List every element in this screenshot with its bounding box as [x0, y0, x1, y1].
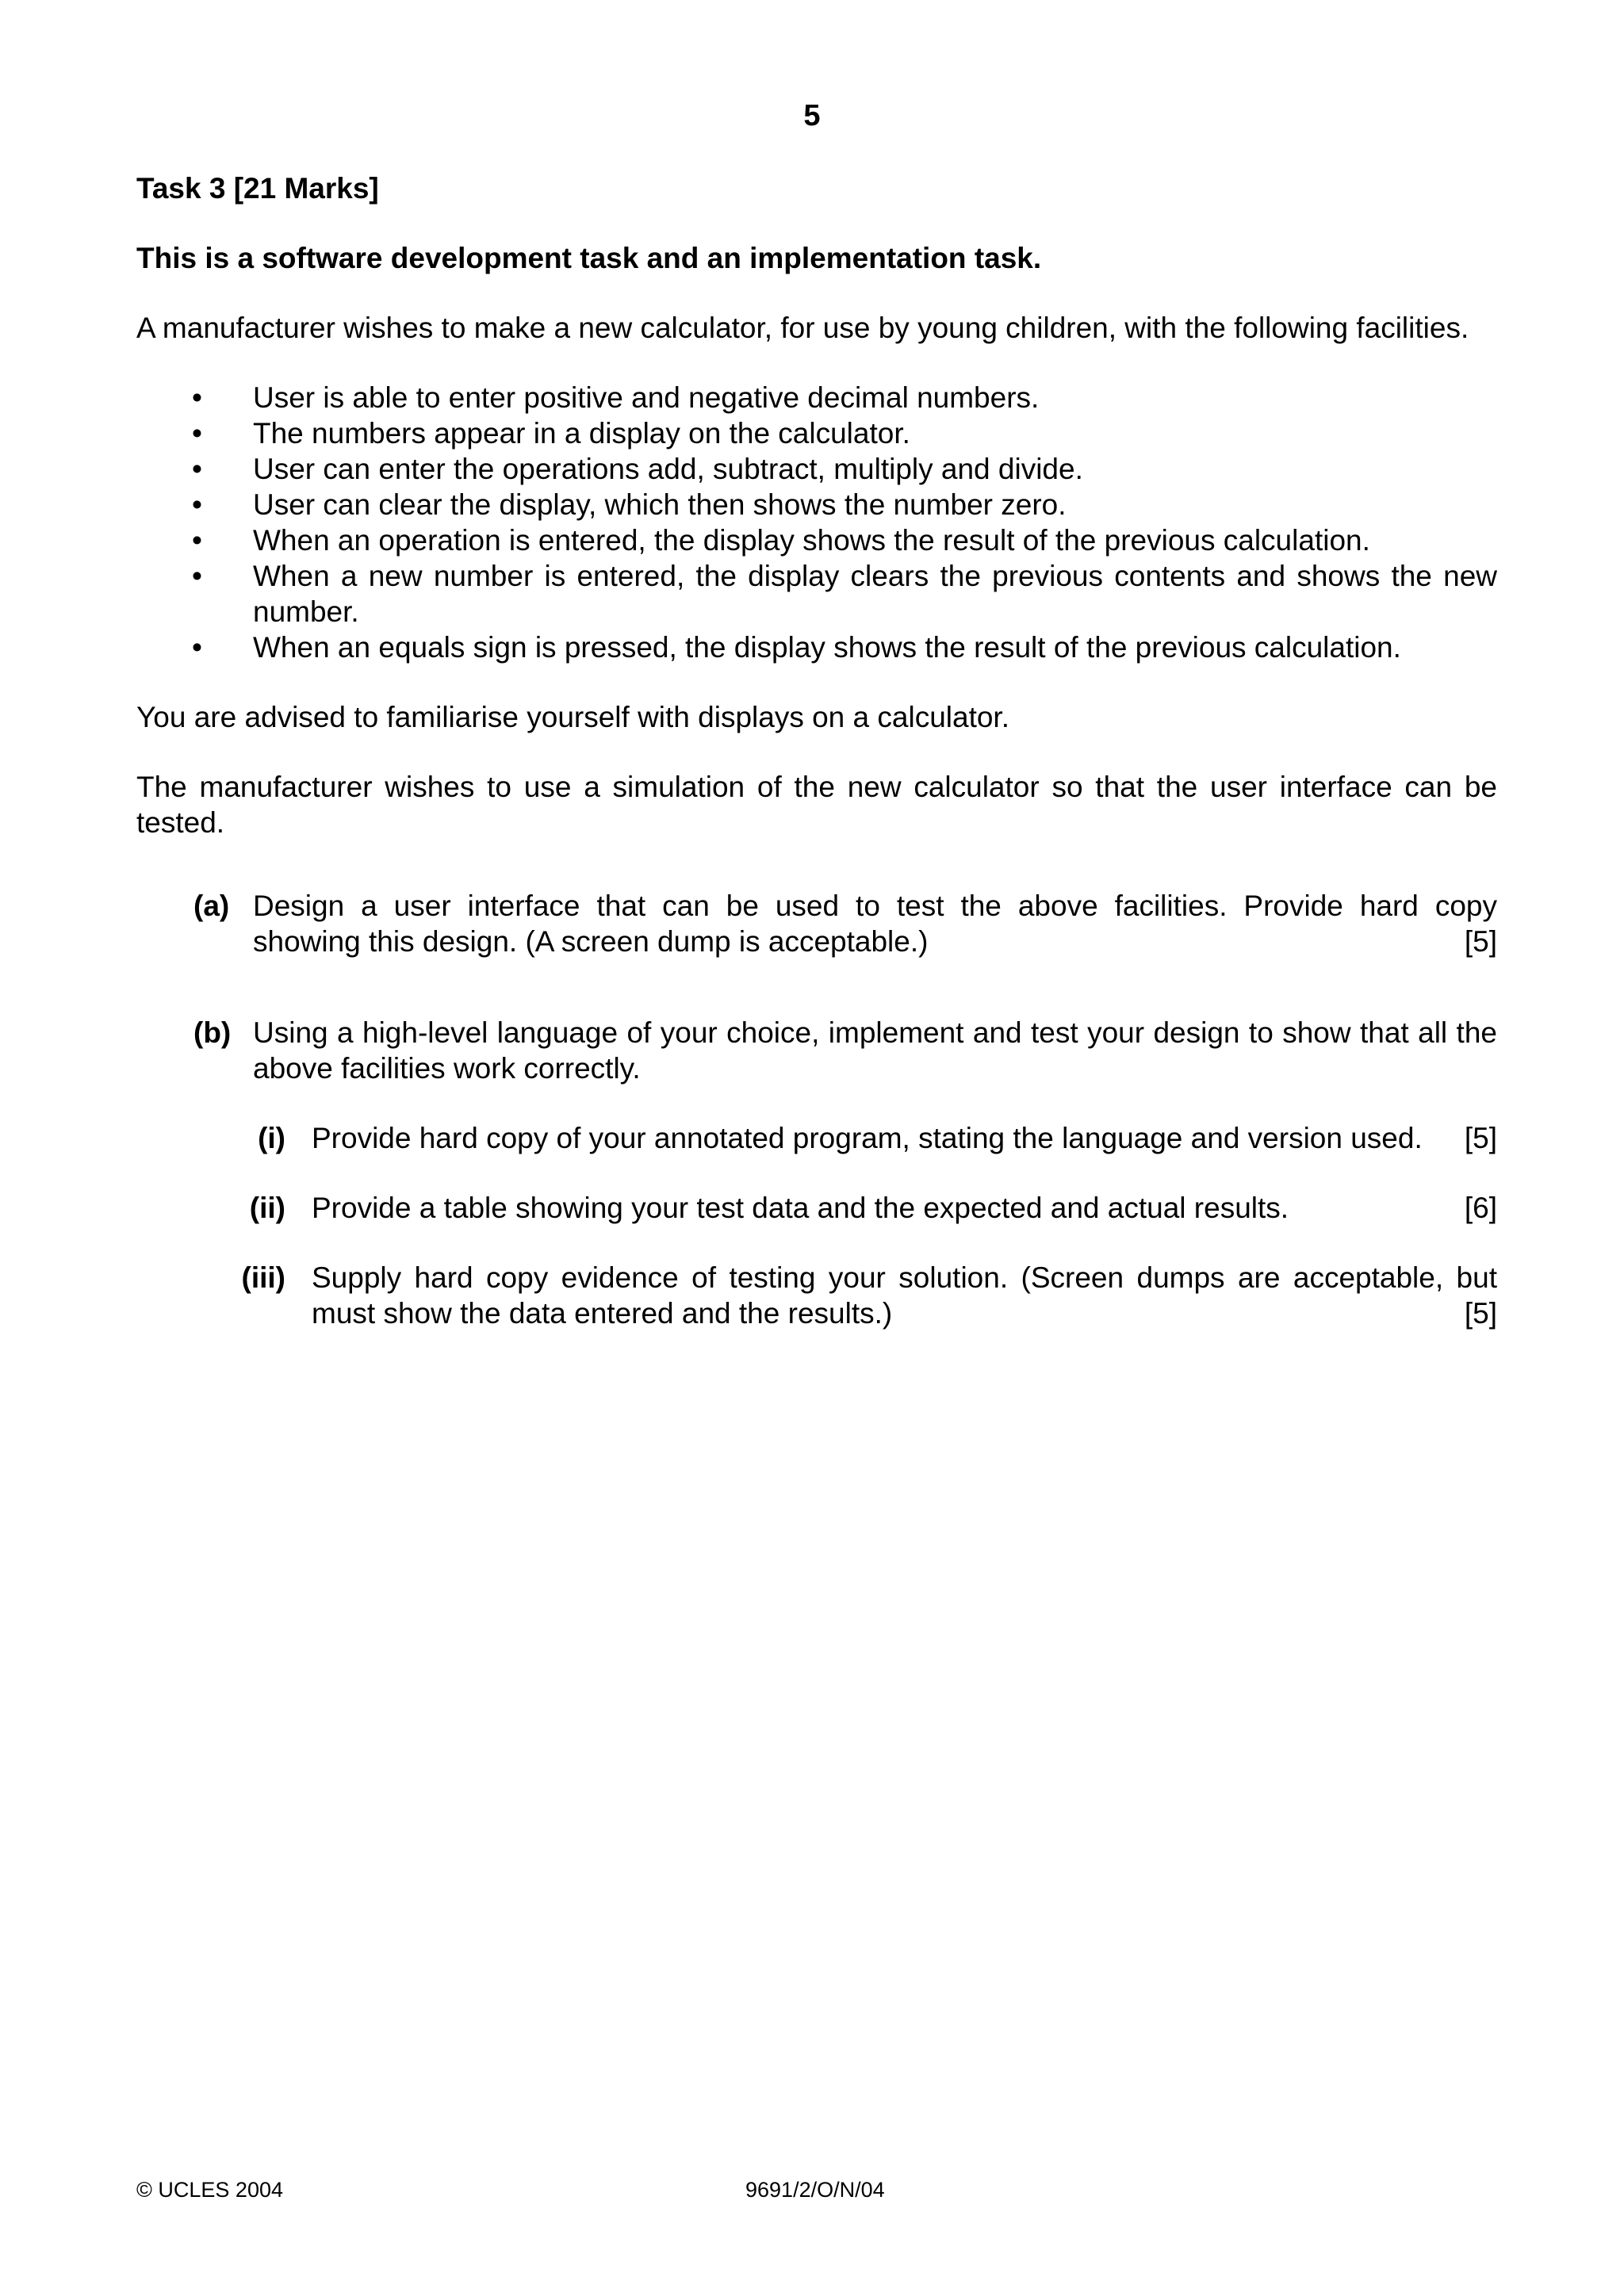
question-b-iii-line-1	[312, 1260, 1497, 1295]
bullet-icon: •	[192, 524, 202, 557]
footer-paper-code: 9691/2/O/N/04	[745, 2178, 885, 2202]
advice-paragraph: You are advised to familiarise yourself with displays on a calculator.	[136, 701, 1009, 733]
facility-text: User can clear the display, which then shows the number zero.	[253, 488, 1067, 521]
question-a	[136, 888, 1497, 959]
simulation-paragraph: The manufacturer wishes to use a simulation of the new calculator so that the user interface can be tested.	[136, 771, 1497, 839]
question-b-i-line	[312, 1120, 1497, 1156]
list-item	[136, 380, 1497, 415]
question-b-iii-marks: [5]	[1464, 1297, 1497, 1330]
question-b	[136, 1015, 1497, 1086]
list-item	[136, 522, 1497, 558]
question-b-ii-marks: [6]	[1464, 1192, 1497, 1224]
question-a-line-1-text: Design a user interface that can be used to test the above facilities. Provide hard copy	[253, 890, 1497, 922]
question-a-label: (a)	[193, 890, 230, 922]
page-content	[136, 170, 1497, 1365]
facility-text: User can enter the operations add, subtract, multiply and divide.	[253, 453, 1083, 485]
question-b-label: (b)	[193, 1016, 232, 1049]
question-b-iii	[136, 1260, 1497, 1331]
question-b-text: Using a high-level language of your choice, implement and test your design to show that all the above facilities work correctly.	[253, 1016, 1497, 1085]
question-b-i-text: Provide hard copy of your annotated program, stating the language and version used.	[312, 1122, 1423, 1154]
question-b-iii-line-1-text: Supply hard copy evidence of testing your solution. (Screen dumps are acceptable, but	[312, 1261, 1497, 1294]
list-item	[136, 558, 1497, 629]
task-subtitle: This is a software development task and an implementation task.	[136, 242, 1042, 274]
facility-text: When an equals sign is pressed, the display shows the result of the previous calculation.	[253, 631, 1401, 664]
question-a-line-1	[253, 888, 1497, 924]
page-number: 5	[803, 99, 821, 132]
facility-text: User is able to enter positive and negative decimal numbers.	[253, 381, 1040, 414]
question-b-ii-label: (ii)	[249, 1192, 285, 1224]
bullet-icon: •	[192, 453, 202, 485]
facility-text: When an operation is entered, the display shows the result of the previous calculation.	[253, 524, 1370, 557]
question-b-ii-line	[312, 1190, 1497, 1226]
facilities-list	[136, 380, 1497, 665]
question-b-ii	[136, 1190, 1497, 1226]
question-b-iii-line-2-text: must show the data entered and the results.)	[312, 1297, 893, 1330]
bullet-icon: •	[192, 417, 202, 450]
list-item	[136, 415, 1497, 451]
question-a-line-2-text: showing this design. (A screen dump is acceptable.)	[253, 925, 929, 958]
question-a-text	[253, 888, 1497, 959]
bullet-icon: •	[192, 381, 202, 414]
bullet-icon: •	[192, 560, 202, 592]
facility-text: When a new number is entered, the display clears the previous contents and shows the new number.	[253, 560, 1497, 628]
bullet-icon: •	[192, 631, 202, 664]
list-item	[136, 629, 1497, 665]
footer-copyright: © UCLES 2004	[136, 2178, 283, 2202]
question-b-i-label: (i)	[258, 1122, 285, 1154]
task-title: Task 3 [21 Marks]	[136, 172, 379, 205]
bullet-icon: •	[192, 488, 202, 521]
list-item	[136, 487, 1497, 522]
question-b-iii-label: (iii)	[241, 1261, 285, 1294]
question-b-ii-text: Provide a table showing your test data and the expected and actual results.	[312, 1192, 1289, 1224]
question-b-i	[136, 1120, 1497, 1156]
question-b-i-marks: [5]	[1464, 1122, 1497, 1154]
question-a-marks: [5]	[1464, 925, 1497, 958]
question-b-iii-line-2	[312, 1295, 1497, 1331]
question-a-line-2	[253, 924, 1497, 959]
facility-text: The numbers appear in a display on the calculator.	[253, 417, 910, 450]
intro-paragraph: A manufacturer wishes to make a new calculator, for use by young children, with the following facilities.	[136, 312, 1469, 344]
list-item	[136, 451, 1497, 487]
